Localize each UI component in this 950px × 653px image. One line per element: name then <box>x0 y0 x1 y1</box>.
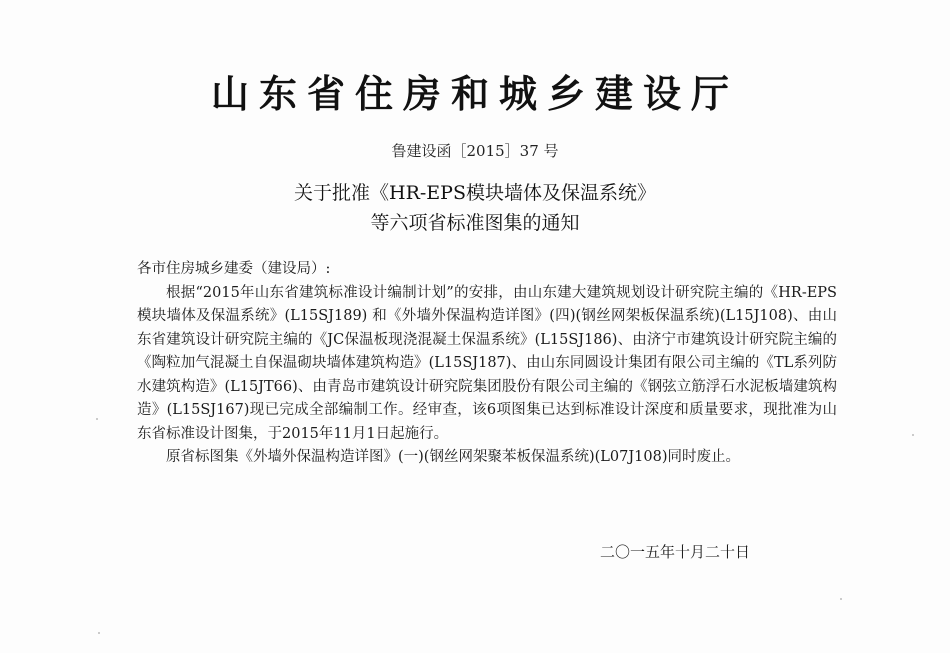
body-paragraph-2: 原省标图集《外墙外保温构造详图》(一)(钢丝网架聚苯板保温系统)(L07J108)同时废止。 <box>166 449 741 465</box>
subject-line-2: 等六项省标准图集的通知 <box>370 212 580 234</box>
document-subject <box>0 178 950 238</box>
scan-speck <box>840 598 842 600</box>
issuing-organization-title: 山东省住房和城乡建设厅 <box>210 71 739 116</box>
subject-line-1: 关于批准《HR-EPS模块墙体及保温系统》 <box>294 182 656 204</box>
salutation: 各市住房城乡建委（建设局）: <box>137 261 331 277</box>
scan-speck <box>912 434 914 436</box>
scan-speck <box>98 632 100 634</box>
issue-date: 二〇一五年十月二十日 <box>600 543 751 561</box>
document-number: 鲁建设函［2015］37 号 <box>391 142 559 160</box>
body-paragraph-1: 根据“2015年山东省建筑标准设计编制计划”的安排，由山东建大建筑规划设计研究院主编的《HR-EPS模块墙体及保温系统》(L15SJ189) 和《外墙外保温构造详图》(四)(钢丝网架板保温系统)(L15J108)、由山东省建筑设计研究院主编的《JC保温板现浇混凝土保温系统》(L15SJ186)、由济宁市建筑设计研究院主编的《陶粒加气混凝土自保温砌块墙体建筑构造》(L15SJ187)、由山东同圆设计集团有限公司主编的《TL系列防水建筑构造》(L15JT66)、由青岛市建筑设计研究院集团股份有限公司主编的《钢弦立筋浮石水泥板墙建筑构造》(L15SJ167)现已完成全部编制工作。经审查，该6项图集已达到标准设计深度和质量要求，现批准为山东省标准设计图集，于2015年11月1日起施行。 <box>137 284 837 442</box>
scan-speck <box>96 418 98 420</box>
document-body <box>137 258 837 470</box>
